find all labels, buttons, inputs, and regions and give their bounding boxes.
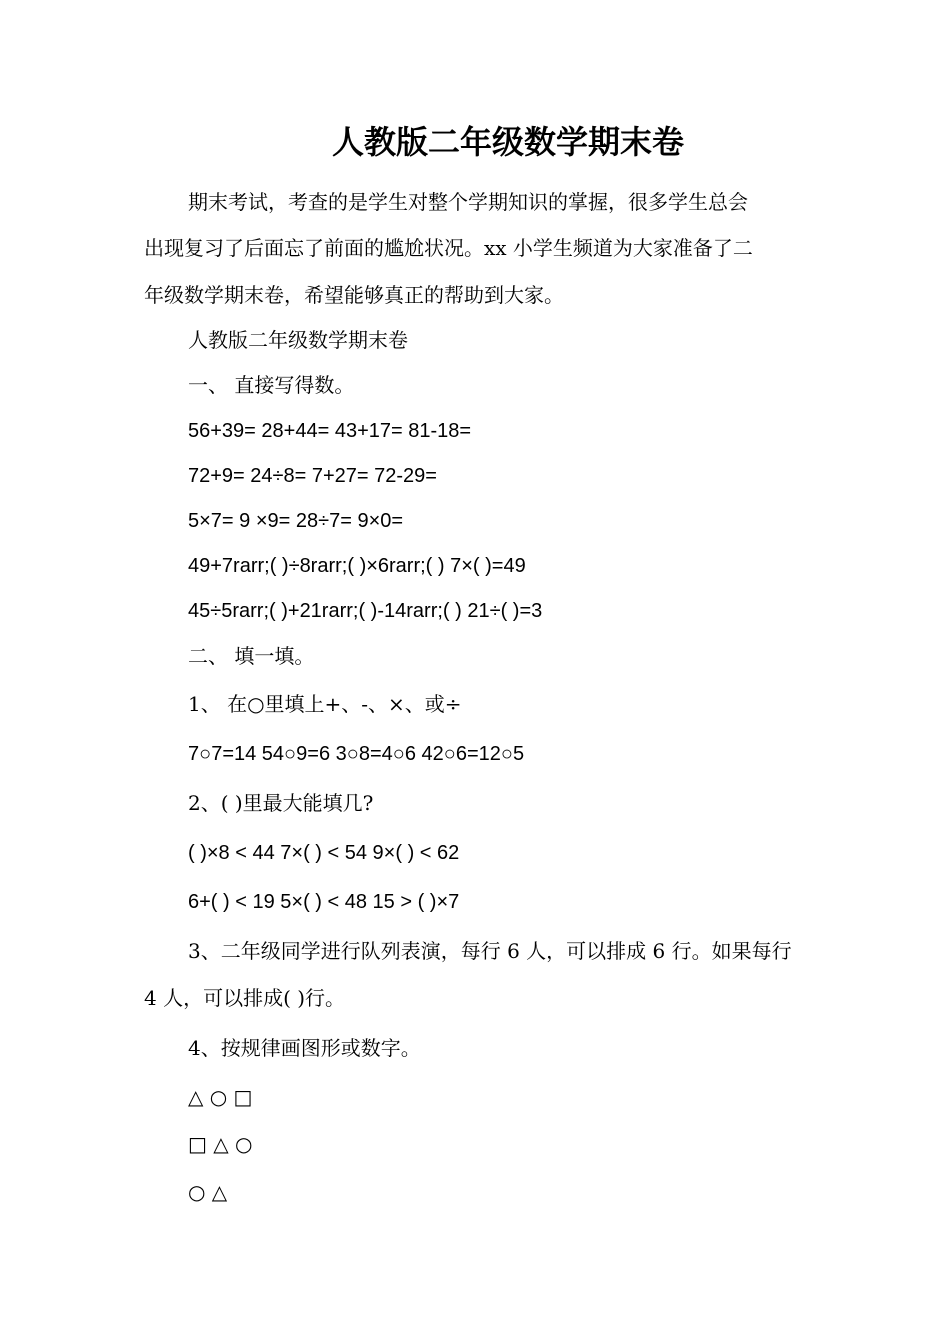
pattern-row: □ △ ○: [188, 1132, 253, 1156]
question-2-row: ( )×8 < 44 7×( ) < 54 9×( ) < 62: [188, 842, 460, 864]
question-1-text: 1、 在○里填上+、-、×、或÷: [188, 692, 462, 716]
pattern-row: △ ○ □: [188, 1085, 253, 1109]
question-1-row: 7○7=14 54○9=6 3○8=4○6 42○6=12○5: [188, 743, 525, 765]
intro-line-2: 出现复习了后面忘了前面的尴尬状况。xx 小学生频道为大家准备了二: [144, 236, 753, 260]
question-4-text: 4、按规律画图形或数字。: [188, 1036, 421, 1060]
section1-row: 56+39= 28+44= 43+17= 81-18=: [188, 420, 472, 442]
pattern-row: ○ △: [188, 1180, 228, 1204]
intro-line-3: 年级数学期末卷，希望能够真正的帮助到大家。: [144, 283, 564, 307]
section1-heading: 一、 直接写得数。: [188, 373, 355, 397]
section1-row: 45÷5rarr;( )+21rarr;( )-14rarr;( ) 21÷( )=3: [188, 600, 543, 622]
section1-row: 72+9= 24÷8= 7+27= 72-29=: [188, 465, 437, 487]
document-title: 人教版二年级数学期末卷: [331, 123, 684, 161]
section1-row: 49+7rarr;( )÷8rarr;( )×6rarr;( ) 7×( )=49: [188, 555, 526, 577]
section1-row: 5×7= 9 ×9= 28÷7= 9×0=: [188, 510, 404, 532]
question-2-row: 6+( ) < 19 5×( ) < 48 15 > ( )×7: [188, 891, 460, 913]
document-subtitle: 人教版二年级数学期末卷: [188, 328, 408, 352]
question-2-text: 2、( )里最大能填几?: [188, 791, 374, 815]
section2-heading: 二、 填一填。: [188, 644, 315, 668]
question-3-line-2: 4 人，可以排成( )行。: [144, 986, 346, 1010]
question-3-line-1: 3、二年级同学进行队列表演，每行 6 人，可以排成 6 行。如果每行: [188, 939, 792, 963]
intro-line-1: 期末考试，考查的是学生对整个学期知识的掌握，很多学生总会: [188, 190, 748, 214]
